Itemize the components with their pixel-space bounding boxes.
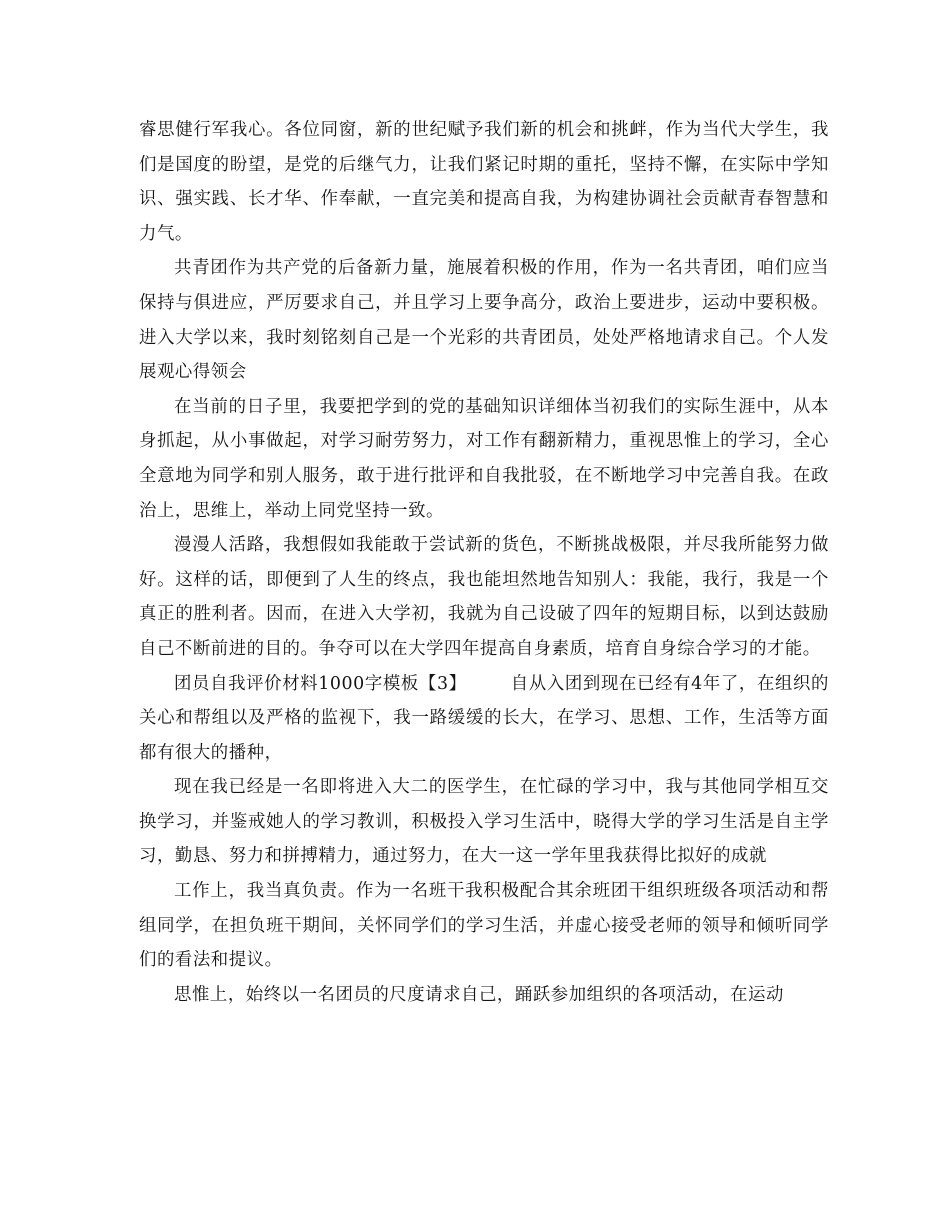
section-intro: 自从入团到现在已经有4年了，在组织的关心和帮组以及严格的监视下，我一路缓缓的长大，在学习、思想、工作，生活等方面都有很大的播种， [139,673,829,763]
paragraph-2: 共青团作为共产党的后备新力量，施展着积极的作用，作为一名共青团，咱们应当保持与俱进应，严厉要求自己，并且学习上要争高分，政治上要进步，运动中要积极。进入大学以来，我时刻铭刻自己是一个光彩的共青团员，处处严格地请求自己。个人发展观心得领会 [139,258,829,383]
paragraph-4: 漫漫人活路，我想假如我能敢于尝试新的货色，不断挑战极限，并尽我所能努力做好。这样的话，即便到了人生的终点，我也能坦然地告知别人：我能，我行，我是一个真正的胜利者。因而，在进入大学初，我就为自己设破了四年的短期目标，以到达鼓励自己不断前进的目的。争夺可以在大学四年提高自身素质，培育自身综合学习的才能。 [139,535,829,659]
paragraph-3: 在当前的日子里，我要把学到的党的基础知识详细体当初我们的实际生涯中，从本身抓起，从小事做起，对学习耐劳努力，对工作有翻新精力，重视思惟上的学习，全心全意地为同学和别人服务，敢于进行批评和自我批驳，在不断地学习中完善自我。在政治上，思维上，举动上同党坚持一致。 [139,396,829,521]
paragraph-5: 现在我已经是一名即将进入大二的医学生，在忙碌的学习中，我与其他同学相互交换学习，并鉴戒她人的学习教训，积极投入学习生活中，晓得大学的学习生活是自主学习，勤恳、努力和拼搏精力，通过努力，在大一这一学年里我获得比拟好的成就 [139,777,829,867]
section-paragraph [139,667,829,771]
document-body [139,113,829,1012]
paragraph-6: 工作上，我当真负责。作为一名班干我积极配合其余班团干组织班级各项活动和帮组同学，在担负班干期间，关怀同学们的学习生活，并虚心接受老师的领导和倾听同学们的看法和提议。 [139,881,829,971]
paragraph-1: 睿思健行军我心。各位同窗，新的世纪赋予我们新的机会和挑衅，作为当代大学生，我们是国度的盼望，是党的后继气力，让我们紧记时期的重托，坚持不懈，在实际中学知识、强实践、长才华、作奉献，一直完美和提高自我，为构建协调社会贡献青春智慧和力气。 [139,120,829,244]
paragraph-7: 思惟上，始终以一名团员的尺度请求自己，踊跃参加组织的各项活动，在运动 [174,984,784,1005]
section-heading: 团员自我评价材料1000字模板【3】 [174,673,467,694]
